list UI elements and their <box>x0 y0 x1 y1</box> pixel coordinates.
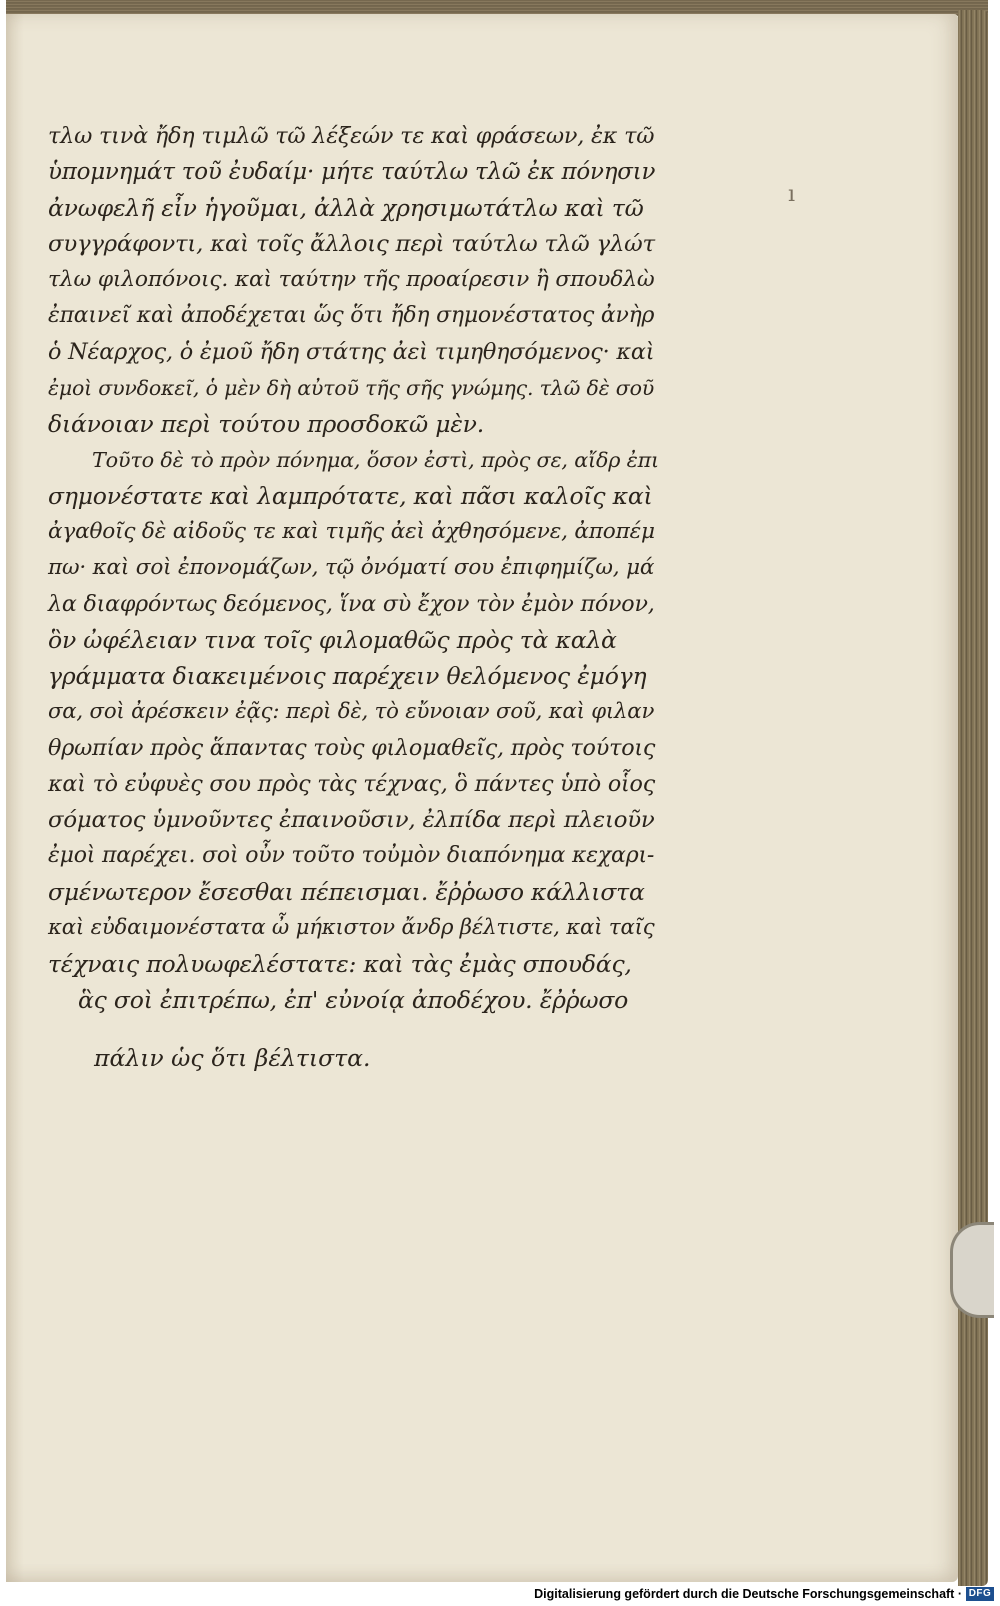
text-line: πω· καὶ σοὶ ἐπονομάζων, τῷ ὀνόματί σου ἐπιφημίζω, μά <box>48 555 655 580</box>
text-line: καὶ τὸ εὐφυὲς σου πρὸς τὰς τέχνας, ὃ πάντες ὑπὸ οἷος <box>48 771 655 797</box>
text-line: θρωπίαν πρὸς ἅπαντας τοὺς φιλομαθεῖς, πρὸς τούτοις <box>48 735 656 761</box>
text-line: γράμματα διακειμένοις παρέχειν θελόμενος ἐμόγη <box>48 662 647 690</box>
text-line: ἐμοὶ παρέχει. σοὶ οὖν τοῦτο τοὐμὸν διαπόνημα κεχαρι- <box>48 843 655 868</box>
digitization-credit <box>534 1584 994 1604</box>
text-line: τλω φιλοπόνοις. καὶ ταύτην τῆς προαίρεσιν ἢ σπουδλὼ <box>48 267 655 292</box>
text-line: ἀνωφελῆ εἶν ἡγοῦμαι, ἀλλὰ χρησιμωτάτλω καὶ τῶ <box>48 194 644 222</box>
text-line: ἃς σοὶ ἐπιτρέπω, ἐπ' εὐνοίᾳ ἀποδέχου. ἔῤῥωσο <box>78 986 629 1014</box>
text-line: συγγράφοντι, καὶ τοῖς ἄλλοις περὶ ταύτλω τλῶ γλώτ <box>48 231 655 257</box>
text-line: διάνοιαν περὶ τούτου προσδοκῶ μὲν. <box>48 410 485 438</box>
text-line: λα διαφρόντως δεόμενος, ἵνα σὺ ἔχον τὸν ἐμὸν πόνον, <box>48 591 655 617</box>
text-line: σα, σοὶ ἀρέσκειν ἐᾷς: περὶ δὲ, τὸ εὔνοιαν σοῦ, καὶ φιλαν <box>48 699 655 724</box>
text-line: ὃν ὠφέλειαν τινα τοῖς φιλομαθῶς πρὸς τὰ καλὰ <box>48 626 617 654</box>
text-line: τλω τινὰ ἤδη τιμλῶ τῶ λέξεών τε καὶ φράσεων, ἐκ τῶ <box>48 123 655 149</box>
text-line: σμένωτερον ἔσεσθαι πέπεισμαι. ἔῤῥωσο κάλλιστα <box>48 878 645 906</box>
credit-text: Digitalisierung gefördert durch die Deutsche Forschungsgemeinschaft · <box>534 1587 962 1601</box>
greek-text-body <box>48 118 668 1018</box>
text-line: Τοῦτο δὲ τὸ πρὸν πόνημα, ὅσον ἐστὶ, πρὸς σε, αἴδρ ἐπι <box>92 448 659 472</box>
text-line: ἐμοὶ συνδοκεῖ, ὁ μὲν δὴ αὐτοῦ τῆς σῆς γνώμης. τλῶ δὲ σοῦ <box>48 376 655 400</box>
closing-line: πάλιν ὡς ὅτι βέλτιστα. <box>94 1044 371 1072</box>
text-line: σόματος ὑμνοῦντες ἐπαινοῦσιν, ἐλπίδα περὶ πλειοῦν <box>48 807 655 833</box>
text-line: σημονέστατε καὶ λαμπρότατε, καὶ πᾶσι καλοῖς καὶ <box>48 482 653 510</box>
text-line: ἐπαινεῖ καὶ ἀποδέχεται ὥς ὅτι ἤδη σημονέστατος ἀνὴρ <box>48 303 655 328</box>
book-clasp <box>950 1222 994 1318</box>
book-page-edges <box>958 10 988 1586</box>
text-line: ἀγαθοῖς δὲ αἰδοῦς τε καὶ τιμῆς ἀεὶ ἀχθησόμενε, ἀποπέμ <box>48 519 655 544</box>
margin-mark: ı <box>788 182 796 207</box>
text-line: τέχναις πολυωφελέστατε: καὶ τὰς ἐμὰς σπουδάς, <box>48 950 632 978</box>
dfg-logo: DFG <box>966 1587 994 1601</box>
text-line: ὑπομνημάτ τοῦ ἐυδαίμ· μήτε ταύτλω τλῶ ἐκ πόνησιν <box>48 159 656 185</box>
text-line: καὶ εὐδαιμονέστατα ὦ μήκιστον ἄνδρ βέλτιστε, καὶ ταῖς <box>48 915 655 940</box>
text-line: ὁ Νέαρχος, ὁ ἐμοῦ ἤδη στάτης ἀεὶ τιμηθησόμενος· καὶ <box>48 339 655 365</box>
